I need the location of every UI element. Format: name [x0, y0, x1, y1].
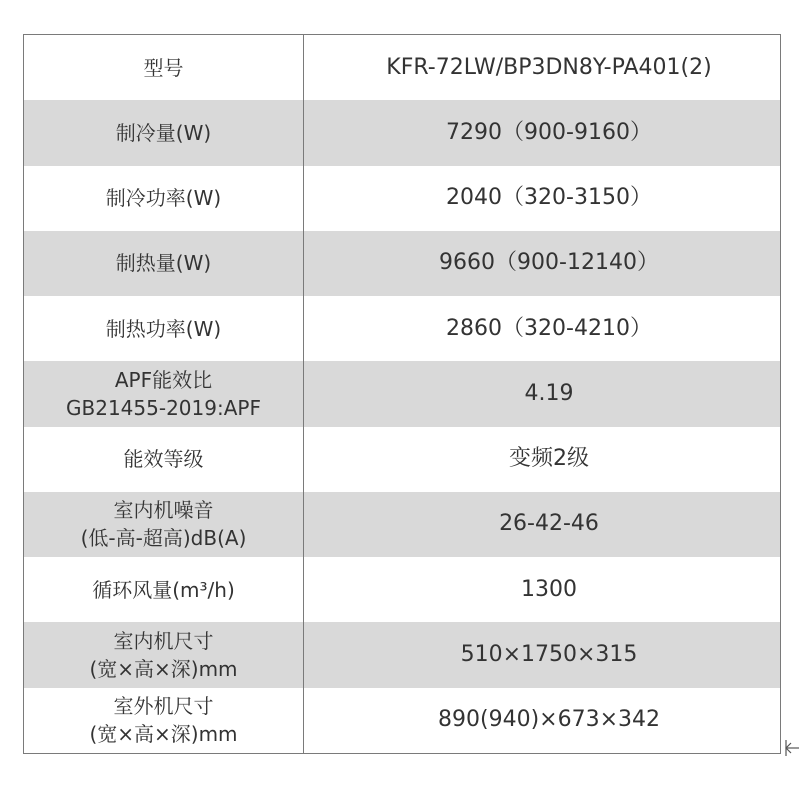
spec-row-indoor-noise	[24, 492, 780, 557]
spec-label: 室外机尺寸 (宽×高×深)mm	[24, 688, 304, 753]
spec-table	[23, 34, 781, 754]
spec-label: 制冷功率(W)	[24, 166, 304, 231]
spec-row-heating-capacity	[24, 231, 780, 296]
spec-label: 制热功率(W)	[24, 296, 304, 361]
spec-value: 7290（900-9160）	[446, 119, 652, 145]
spec-row-apf	[24, 361, 780, 426]
spec-label: APF能效比 GB21455-2019:APF	[24, 361, 304, 426]
spec-value: 变频2级	[509, 446, 589, 472]
spec-row-efficiency-grade	[24, 427, 780, 492]
spec-value: 890(940)×673×342	[438, 707, 660, 733]
spec-value: 26-42-46	[499, 511, 599, 537]
spec-label: 循环风量(m³/h)	[24, 557, 304, 622]
spec-label: 制冷量(W)	[24, 100, 304, 165]
spec-label: 室内机尺寸 (宽×高×深)mm	[24, 622, 304, 687]
spec-row-model	[24, 35, 780, 100]
arrow-left-cursor-icon	[784, 738, 800, 758]
spec-row-indoor-size	[24, 622, 780, 687]
spec-label: 能效等级	[24, 427, 304, 492]
spec-value: KFR-72LW/BP3DN8Y-PA401(2)	[386, 54, 712, 80]
spec-label: 制热量(W)	[24, 231, 304, 296]
spec-value: 4.19	[524, 380, 574, 406]
spec-row-outdoor-size	[24, 688, 780, 753]
spec-row-cooling-power	[24, 166, 780, 231]
spec-value: 2040（320-3150）	[446, 185, 652, 211]
spec-value: 2860（320-4210）	[446, 315, 652, 341]
spec-label: 室内机噪音 (低-高-超高)dB(A)	[24, 492, 304, 557]
spec-value: 510×1750×315	[460, 642, 638, 668]
spec-label: 型号	[24, 35, 304, 100]
spec-row-cooling-capacity	[24, 100, 780, 165]
spec-value: 1300	[521, 576, 577, 602]
spec-row-heating-power	[24, 296, 780, 361]
spec-value: 9660（900-12140）	[439, 250, 659, 276]
spec-row-airflow	[24, 557, 780, 622]
